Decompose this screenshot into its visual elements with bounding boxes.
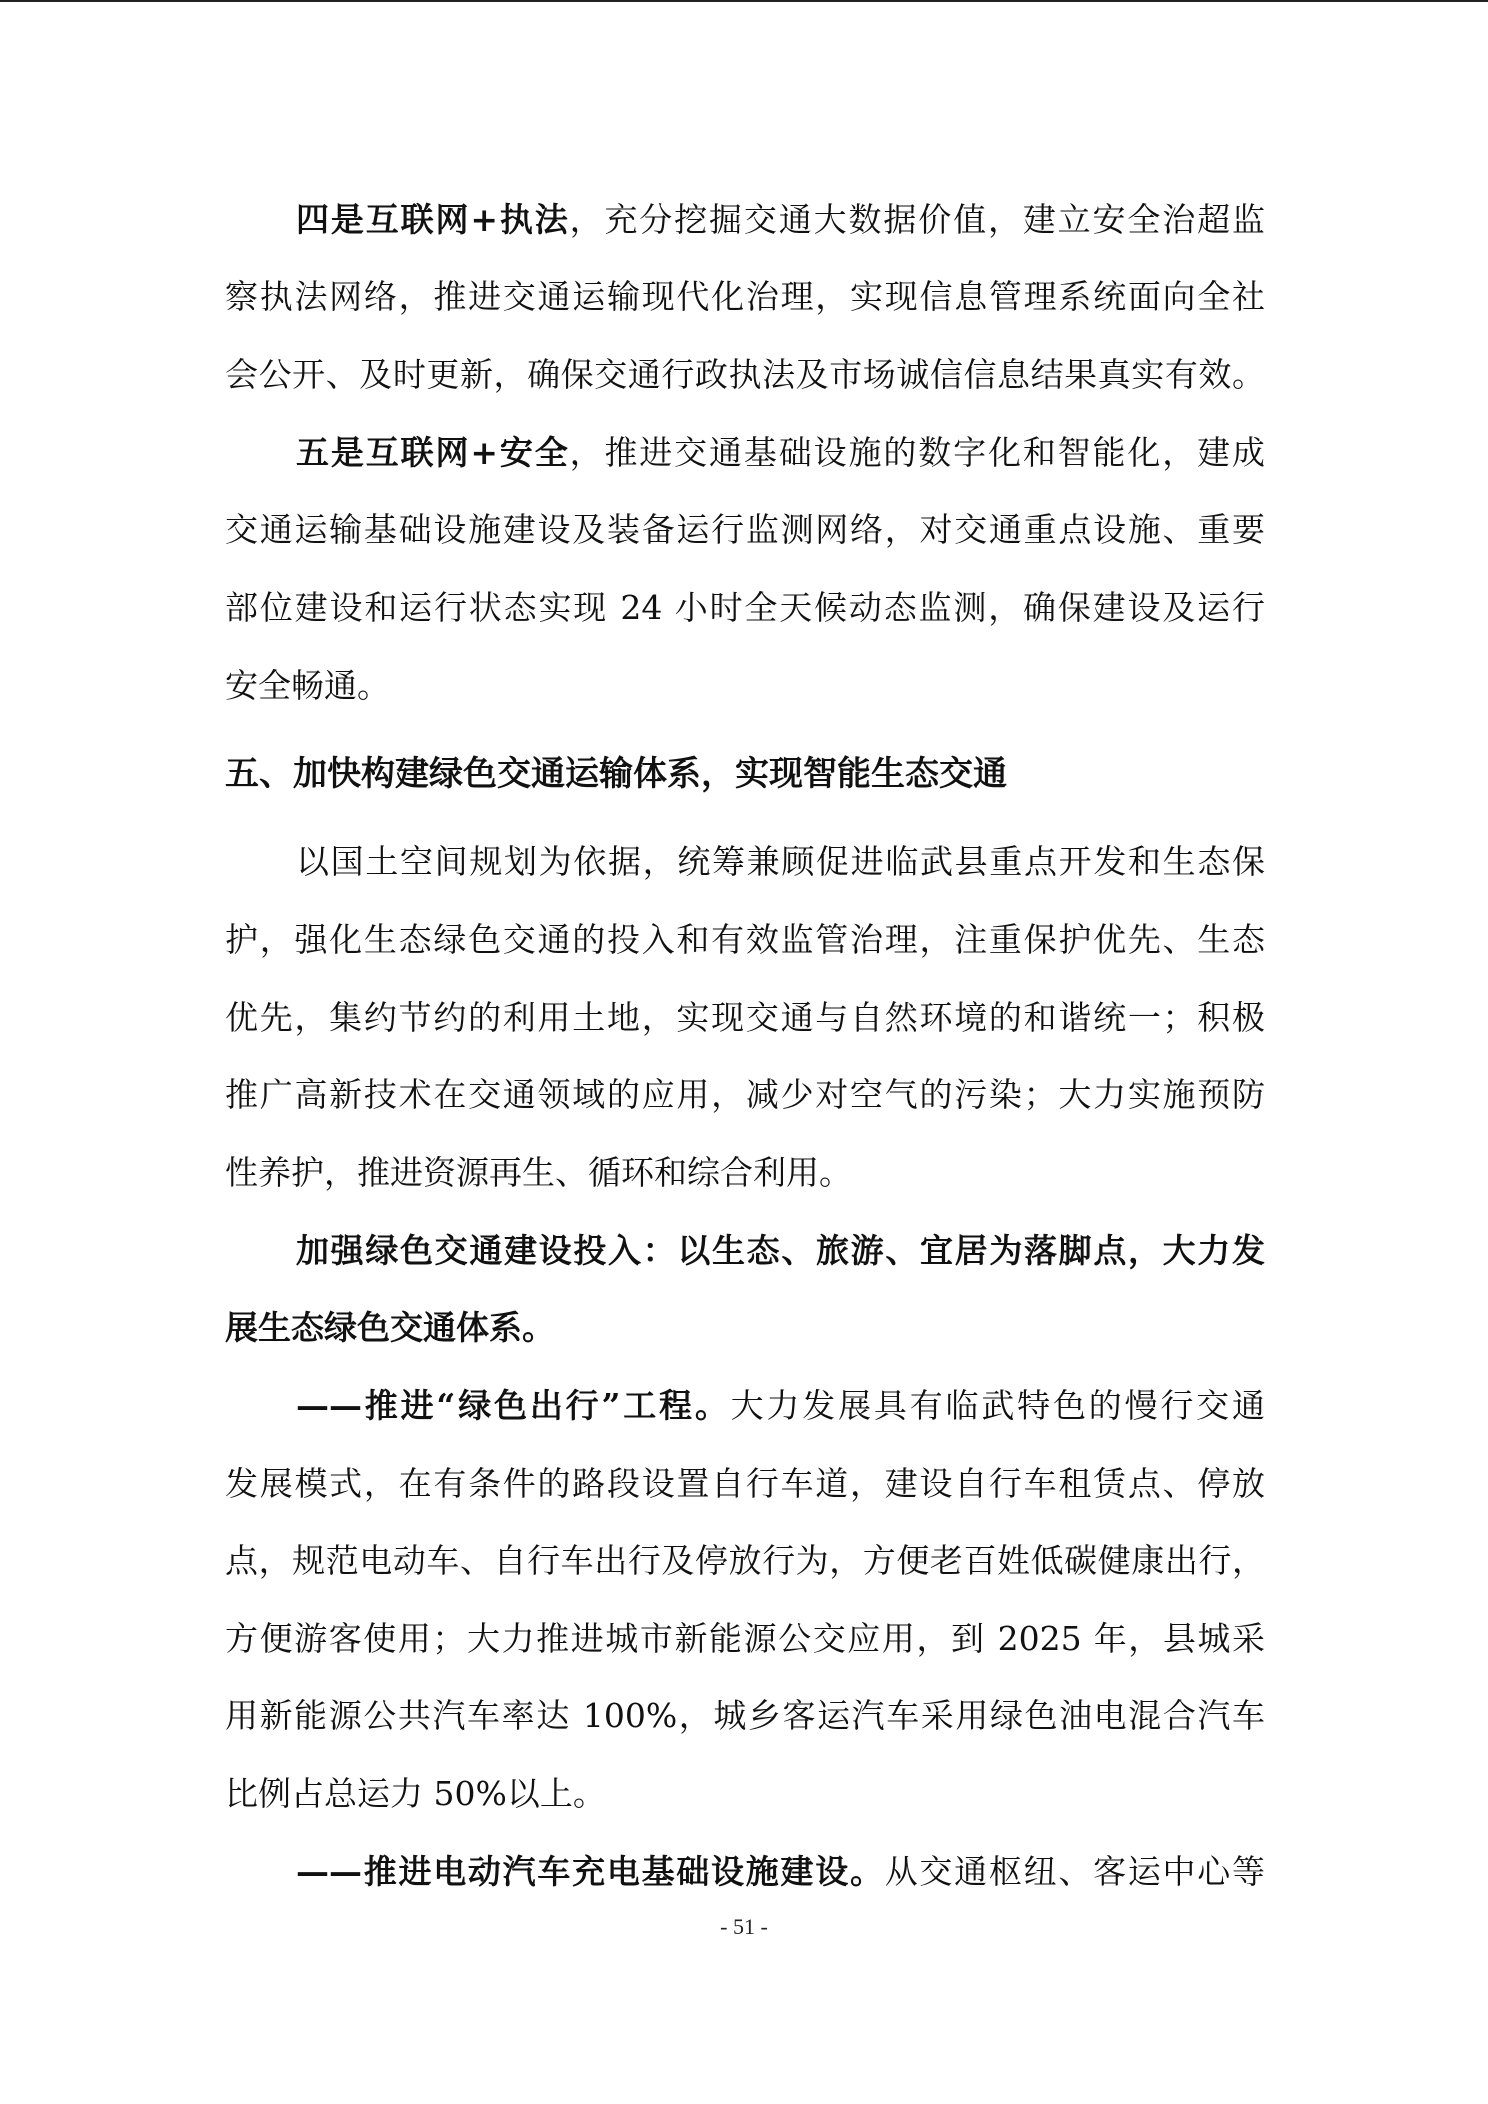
paragraph-1-line-2: 察执法网络，推进交通运输现代化治理，实现信息管理系统面向全社 xyxy=(225,277,1265,316)
paragraph-5-text: 大力发展具有临武特色的慢行交通 xyxy=(730,1386,1265,1425)
paragraph-3-line-5: 性养护，推进资源再生、循环和综合利用。 xyxy=(225,1153,852,1192)
paragraph-1-lead: 四是互联网+执法 xyxy=(296,200,570,239)
paragraph-5-line-5: 用新能源公共汽车率达 100%，城乡客运汽车采用绿色油电混合汽车 xyxy=(225,1696,1265,1735)
paragraph-4-line-2: 展生态绿色交通体系。 xyxy=(225,1308,555,1347)
paragraph-2-line-2: 交通运输基础设施建设及装备运行监测网络，对交通重点设施、重要 xyxy=(225,510,1265,549)
paragraph-6-lead: ——推进电动汽车充电基础设施建设。 xyxy=(296,1852,885,1891)
paragraph-2-text: ，推进交通基础设施的数字化和智能化，建成 xyxy=(569,433,1265,472)
paragraph-5-line-2: 发展模式，在有条件的路段设置自行车道，建设自行车租赁点、停放 xyxy=(225,1464,1265,1503)
paragraph-3-line-4: 推广高新技术在交通领域的应用，减少对空气的污染；大力实施预防 xyxy=(225,1075,1265,1114)
section-heading: 五、加快构建绿色交通运输体系，实现智能生态交通 xyxy=(225,754,1007,794)
paragraph-2-line-4: 安全畅通。 xyxy=(225,666,390,705)
paragraph-6-text: 从交通枢纽、客运中心等 xyxy=(884,1852,1265,1891)
paragraph-5-line-4: 方便游客使用；大力推进城市新能源公交应用，到 2025 年，县城采 xyxy=(225,1619,1265,1658)
paragraph-6-line-1 xyxy=(296,1850,1265,1894)
paragraph-3-line-2: 护，强化生态绿色交通的投入和有效监管治理，注重保护优先、生态 xyxy=(225,920,1265,959)
paragraph-3-line-3: 优先，集约节约的利用土地，实现交通与自然环境的和谐统一；积极 xyxy=(225,998,1265,1037)
paragraph-1-text: ，充分挖掘交通大数据价值，建立安全治超监 xyxy=(569,200,1265,239)
paragraph-2-line-3: 部位建设和运行状态实现 24 小时全天候动态监测，确保建设及运行 xyxy=(225,588,1265,627)
paragraph-5-lead: ——推进“绿色出行”工程。 xyxy=(296,1386,731,1425)
paragraph-5-line-3: 点，规范电动车、自行车出行及停放行为，方便老百姓低碳健康出行， xyxy=(225,1541,1265,1580)
paragraph-5-line-6: 比例占总运力 50%以上。 xyxy=(225,1774,606,1813)
page-number: - 51 - xyxy=(720,1914,768,1939)
paragraph-3-line-1: 以国土空间规划为依据，统筹兼顾促进临武县重点开发和生态保 xyxy=(296,842,1265,881)
paragraph-5-line-1 xyxy=(296,1384,1265,1428)
paragraph-1-line-1 xyxy=(296,198,1265,242)
paragraph-2-lead: 五是互联网+安全 xyxy=(296,433,570,472)
paragraph-4-line-1: 加强绿色交通建设投入：以生态、旅游、宜居为落脚点，大力发 xyxy=(296,1231,1265,1270)
paragraph-2-line-1 xyxy=(296,431,1265,475)
paragraph-1-line-3: 会公开、及时更新，确保交通行政执法及市场诚信信息结果真实有效。 xyxy=(225,355,1265,394)
